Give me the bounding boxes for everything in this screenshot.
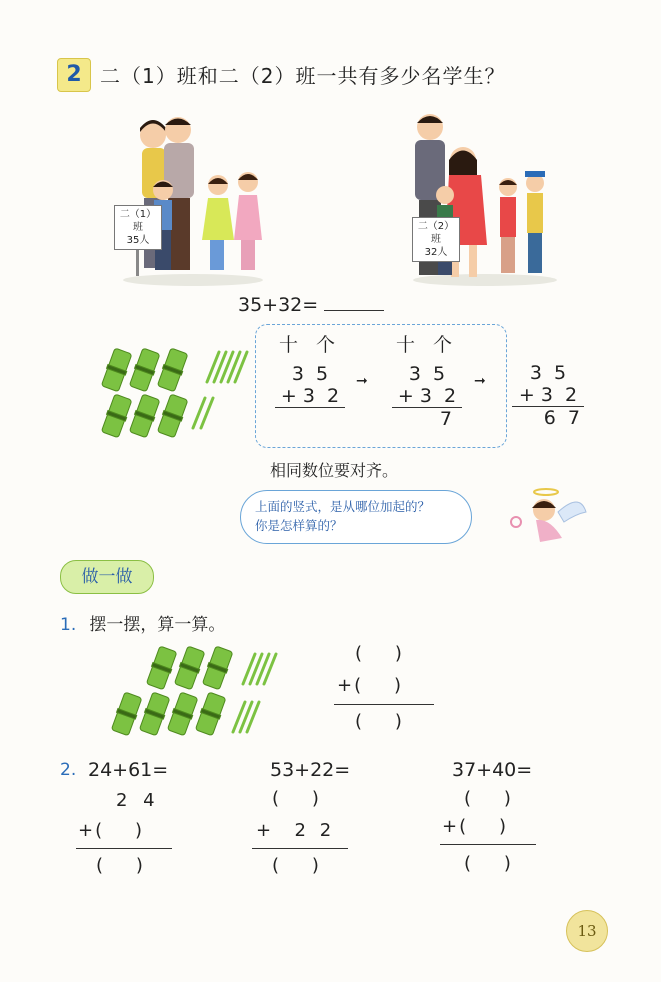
hint-bubble xyxy=(240,490,472,544)
ex2-p1-top: 2 4 xyxy=(116,790,160,811)
angel-mascot-icon xyxy=(500,482,590,557)
step3 xyxy=(512,362,584,429)
ex2-p1-line xyxy=(76,848,172,849)
step1-line xyxy=(275,407,345,408)
arrow-1-icon: ➞ xyxy=(356,373,368,389)
problem-question: 二（1）班和二（2）班一共有多少名学生？ xyxy=(100,64,506,88)
ex2-p1-mid[interactable]: +( ) xyxy=(78,820,145,841)
arrow-2-icon: ➞ xyxy=(474,373,486,389)
step3-top: 3 5 xyxy=(529,362,567,384)
step2-header: 十 个 xyxy=(395,334,459,356)
class1-sign-count: 35人 xyxy=(126,235,150,246)
ex2-p3-mid[interactable]: +( ) xyxy=(442,816,509,837)
class2-sign-count: 32人 xyxy=(424,247,448,258)
ex2-p1-equation: 24+61= xyxy=(88,759,169,781)
ex2-p3-equation: 37+40= xyxy=(452,759,533,781)
main-equation xyxy=(238,292,384,316)
exercise-1-title: 摆一摆，算一算。 xyxy=(89,615,226,635)
class1-sign xyxy=(114,205,162,250)
ex1-row2[interactable]: +( ) xyxy=(337,675,404,696)
class2-illustration xyxy=(405,105,565,290)
main-equation-text: 35+32= xyxy=(238,294,319,316)
step2-bottom: + 3 2 xyxy=(397,385,457,407)
step2-top: 3 5 xyxy=(408,363,446,385)
page-number: 13 xyxy=(566,910,608,952)
step2-result: 7 xyxy=(439,408,452,430)
hint-line2: 你是怎样算的？ xyxy=(255,518,343,533)
ex2-p2-res[interactable]: ( ) xyxy=(272,855,321,876)
ex2-p2-line xyxy=(252,848,348,849)
answer-blank[interactable] xyxy=(324,292,384,311)
step1-top: 3 5 xyxy=(291,363,329,385)
class2-sign-name: 二（2）班 xyxy=(417,221,455,245)
ex2-p2-mid: + 2 2 xyxy=(256,820,336,841)
ex2-p1-res[interactable]: ( ) xyxy=(96,855,145,876)
exercise-2-number: 2. xyxy=(60,760,77,780)
ex1-row3[interactable]: ( ) xyxy=(355,711,404,732)
class1-sign-name: 二（1）班 xyxy=(119,209,157,233)
step3-bottom: + 3 2 xyxy=(518,384,578,406)
step3-result: 6 7 xyxy=(543,407,580,429)
exercise-1-heading xyxy=(60,610,225,635)
class2-sign xyxy=(412,217,460,262)
alignment-note: 相同数位要对齐。 xyxy=(270,461,399,480)
ex1-sum-line xyxy=(334,704,434,705)
ex2-p3-top[interactable]: ( ) xyxy=(464,788,513,809)
ex2-p3-line xyxy=(440,844,536,845)
ex2-p3-res[interactable]: ( ) xyxy=(464,853,513,874)
try-it-label: 做一做 xyxy=(60,560,154,594)
ex2-p2-equation: 53+22= xyxy=(270,759,351,781)
exercise-1-bundles-illustration xyxy=(105,640,285,740)
step2 xyxy=(392,330,462,430)
step1-bottom: + 3 2 xyxy=(280,385,340,407)
ex1-row1[interactable]: ( ) xyxy=(355,643,404,664)
class1-illustration xyxy=(118,110,278,290)
hint-line1: 上面的竖式，是从哪位加起的？ xyxy=(255,499,431,514)
step1-header: 十 个 xyxy=(278,334,342,356)
stick-bundles-illustration xyxy=(95,340,255,440)
exercise-1-number: 1. xyxy=(60,615,77,635)
step1 xyxy=(275,330,345,408)
ex2-p2-top[interactable]: ( ) xyxy=(272,788,321,809)
problem-number-badge: 2 xyxy=(57,58,91,92)
